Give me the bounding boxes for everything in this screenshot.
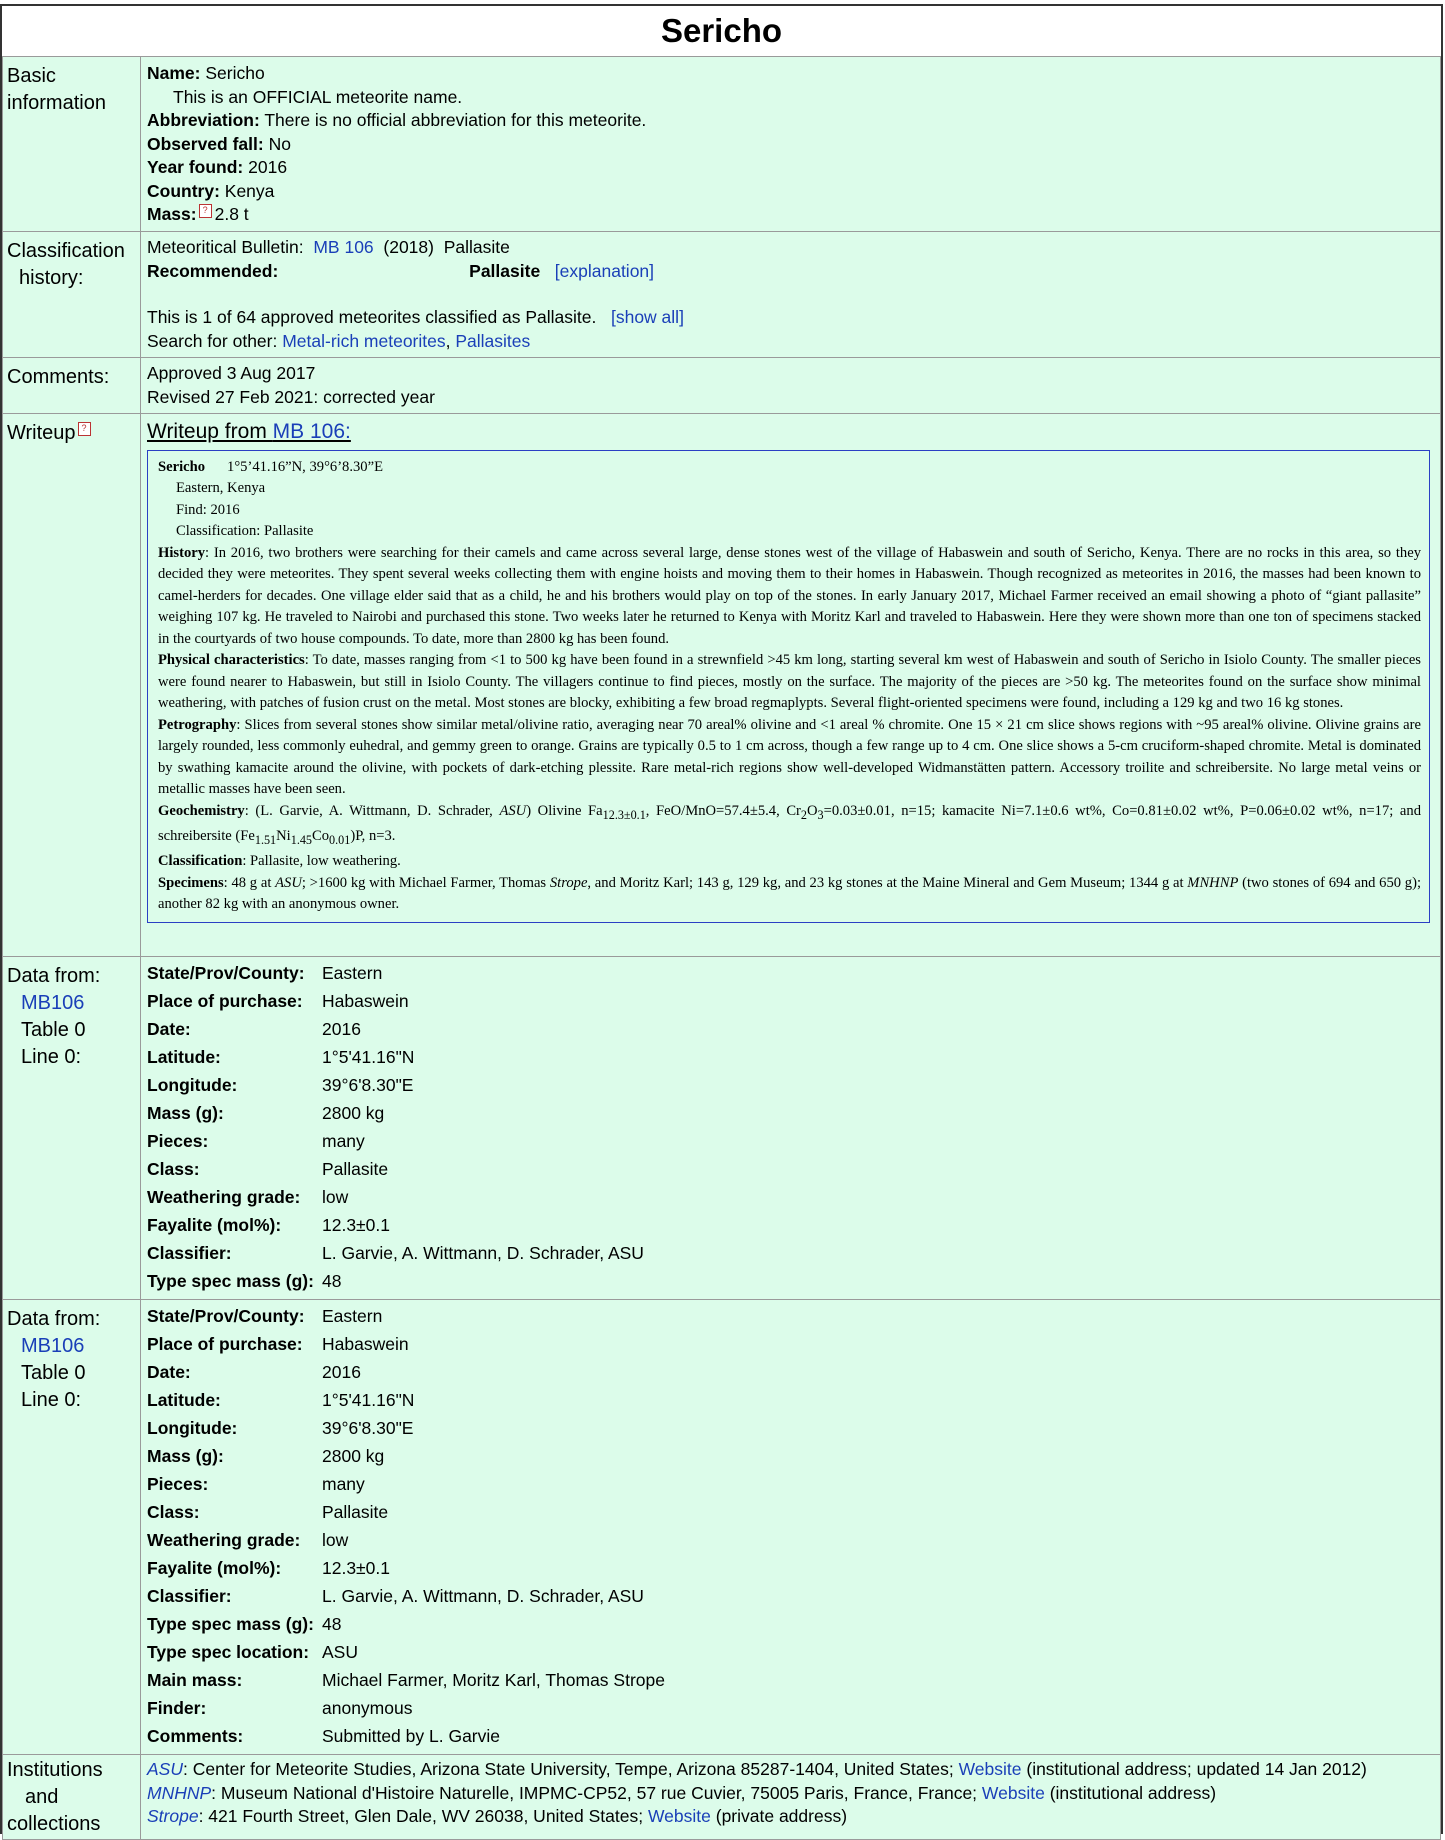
data-row xyxy=(147,1582,665,1610)
writeup-classification xyxy=(158,851,1421,873)
data-2-table xyxy=(147,1302,665,1750)
data-key: Place of purchase: xyxy=(147,1334,303,1354)
data-key: Fayalite (mol%): xyxy=(147,1215,282,1235)
institution-abbr-link[interactable]: Strope xyxy=(147,1806,199,1826)
search-separator: , xyxy=(445,330,451,351)
data-line-label: Line 0: xyxy=(21,1389,82,1411)
classification-label-line1: Classification xyxy=(7,240,125,262)
data-row xyxy=(147,1526,665,1554)
data-value: Michael Farmer, Moritz Karl, Thomas Strope xyxy=(322,1670,665,1690)
data-key: State/Prov/County: xyxy=(147,1306,305,1326)
writeup-specimens xyxy=(158,873,1421,916)
basic-label xyxy=(3,57,141,232)
writeup-name: Sericho xyxy=(158,458,206,475)
writeup-find: Find: 2016 xyxy=(176,501,240,518)
data-key: Type spec mass (g): xyxy=(147,1271,314,1291)
data-row xyxy=(147,1099,644,1127)
data-line-label: Line 0: xyxy=(21,1046,82,1068)
petrography-text: : Slices from several stones show similar metal/olivine ratio, averaging near 70 areal% olivine and <1 areal % chromite. One 15 × 21 cm slice shows regions with ~95 areal% olivine. Olivine grains are largely rounded, less commonly euhedral, and gemmy green to orange. Grains are typically 0.5 to 1 cm across, though a few range up to 4 cm. One slice shows a 5-cm cruciform-shaped chromite. Metal is dominated by swathing kamacite around the olivine, with pockets of dark-etching plessite. Rare metal-rich regions show well-developed Widmanstätten pattern. Accessory troilite and schreibersite. No large metal veins or metallic masses have been seen. xyxy=(158,716,1421,797)
institutions-values xyxy=(141,1755,1441,1840)
data-value: low xyxy=(322,1187,349,1207)
institution-website-link[interactable]: Website xyxy=(958,1759,1022,1779)
data-key: Date: xyxy=(147,1362,191,1382)
data-value: Habaswein xyxy=(322,991,409,1011)
data-value: Eastern xyxy=(322,1306,383,1326)
fall-value: No xyxy=(268,133,291,154)
institution-note: (institutional address) xyxy=(1044,1782,1217,1803)
spec-text-4: (two stones of 694 and 650 g); another 82 kg with an anonymous owner. xyxy=(158,874,1421,913)
data-value: 2016 xyxy=(322,1362,361,1382)
spec-text-2: ; >1600 kg with Michael Farmer, Thomas xyxy=(301,874,550,891)
year-value: 2016 xyxy=(248,157,288,177)
institution-entry xyxy=(147,1758,1434,1782)
data-row xyxy=(147,1666,665,1694)
spec-strope: Strope xyxy=(549,874,588,891)
basic-label-line1: Basic xyxy=(7,65,56,87)
row-writeup xyxy=(3,414,1441,957)
geo-text-1: : (L. Garvie, A. Wittmann, D. Schrader, xyxy=(244,802,500,819)
writeup-mb106-link[interactable]: MB 106: xyxy=(272,420,351,443)
data-mb106-link[interactable]: MB106 xyxy=(21,1335,85,1357)
data-key: State/Prov/County: xyxy=(147,963,305,983)
data-value: anonymous xyxy=(322,1698,413,1718)
data-value: ASU xyxy=(322,1642,358,1662)
history-text: : In 2016, two brothers were searching for their camels and came across several large, dense stones west of the village of Habaswein and south of Sericho, Kenya. There are no rocks in this area, so they decided they were meteorites. They spent several weeks collecting them with engine hoists and moving them to their homes in Habaswein. Though recognized as meteorites in 2016, the masses had been known to camel-herders for decades. One village elder said that as a child, he and his brothers would play on top of the stones. In early January 2017, Michael Farmer received an email showing a photo of “giant pallasite” weighing 107 kg. He traveled to Nairobi and purchased this stone. Two weeks later he returned to Kenya with Moritz Karl and traveled to Habaswein. Here they were shown more than one ton of specimens stacked in the courtyards of two house compounds. To date, more than 2800 kg has been found. xyxy=(158,544,1421,647)
data-row xyxy=(147,1554,665,1582)
data-value: 2016 xyxy=(322,1019,361,1039)
data-table-label: Table 0 xyxy=(21,1362,86,1384)
data-value: Pallasite xyxy=(322,1159,389,1179)
data-row xyxy=(147,1127,644,1155)
institutions-label xyxy=(3,1755,141,1840)
approved-date: Approved 3 Aug 2017 xyxy=(147,363,316,383)
institutions-label-line2: and xyxy=(25,1786,59,1808)
data-row xyxy=(147,1043,644,1071)
classification-sub-label: Classification xyxy=(158,853,243,870)
mass-label: Mass: xyxy=(147,204,197,224)
data-row xyxy=(147,1155,644,1183)
row-comments xyxy=(3,358,1441,414)
spec-text-1: : 48 g at xyxy=(223,874,276,891)
data-value: many xyxy=(322,1474,365,1494)
data-key: Date: xyxy=(147,1019,191,1039)
writeup-geochemistry xyxy=(158,801,1421,852)
data-key: Latitude: xyxy=(147,1390,221,1410)
data-key: Class: xyxy=(147,1159,200,1179)
data-table-label: Table 0 xyxy=(21,1019,86,1041)
writeup-petrography xyxy=(158,715,1421,801)
data-key: Finder: xyxy=(147,1698,207,1718)
data-mb106-link[interactable]: MB106 xyxy=(21,992,85,1014)
classification-label-line2: history: xyxy=(19,267,84,289)
geo-fe-sub: 1.51 xyxy=(254,832,277,847)
writeup-history xyxy=(158,543,1421,651)
data-row xyxy=(147,1302,665,1330)
approved-count-text: This is 1 of 64 approved meteorites classified as Pallasite. xyxy=(147,307,597,327)
row-data-2 xyxy=(3,1300,1441,1755)
data-row xyxy=(147,1015,644,1043)
data-value: L. Garvie, A. Wittmann, D. Schrader, ASU xyxy=(322,1243,644,1263)
history-label: History xyxy=(158,544,206,561)
spec-text-3: , and Moritz Karl; 143 g, 129 kg, and 23 kg stones at the Maine Mineral and Gem Museum; 1344 g at xyxy=(587,874,1188,891)
geo-text-7: Co xyxy=(312,827,330,844)
data-row xyxy=(147,1330,665,1358)
writeup-region: Eastern, Kenya xyxy=(176,480,266,496)
spec-mnhnp: MNHNP xyxy=(1187,874,1239,891)
data-2-label xyxy=(3,1300,141,1755)
data-key: Main mass: xyxy=(147,1670,243,1690)
institutions-label-line3: collections xyxy=(7,1813,101,1835)
data-key: Pieces: xyxy=(147,1474,209,1494)
explanation-link[interactable]: [explanation] xyxy=(554,260,655,281)
spec-asu: ASU xyxy=(275,874,302,891)
geo-o-sub: 3 xyxy=(817,807,824,822)
name-label: Name: xyxy=(147,63,201,83)
data-value: 12.3±0.1 xyxy=(322,1215,390,1235)
country-label: Country: xyxy=(147,180,220,201)
data-row xyxy=(147,1694,665,1722)
meteorite-table xyxy=(2,56,1441,1840)
row-classification xyxy=(3,232,1441,358)
geo-cr-sub: 2 xyxy=(800,807,807,822)
show-all-link[interactable]: [show all] xyxy=(610,307,684,327)
institution-abbr-link[interactable]: MNHNP xyxy=(147,1782,212,1803)
title-bar xyxy=(2,6,1441,58)
row-data-1 xyxy=(3,957,1441,1300)
writeup-classline: Classification: Pallasite xyxy=(176,523,314,539)
data-value: 1°5'41.16"N xyxy=(322,1047,415,1067)
institution-note: (private address) xyxy=(710,1806,848,1826)
data-key: Mass (g): xyxy=(147,1446,224,1466)
comments-values xyxy=(141,358,1441,414)
data-key: Place of purchase: xyxy=(147,991,303,1011)
data-key: Type spec mass (g): xyxy=(147,1614,314,1634)
geo-ni-sub: 1.45 xyxy=(290,832,313,847)
data-value: Eastern xyxy=(322,963,383,983)
mb106-link[interactable]: MB 106 xyxy=(313,237,374,257)
data-row xyxy=(147,1183,644,1211)
writeup-physical xyxy=(158,650,1421,715)
data-key: Longitude: xyxy=(147,1418,238,1438)
data-row xyxy=(147,1386,665,1414)
mass-value: 2.8 t xyxy=(214,204,249,224)
data-2-values xyxy=(141,1300,1441,1755)
geo-text-4: O xyxy=(807,802,818,819)
data-value: 39°6'8.30"E xyxy=(322,1075,414,1095)
row-basic-information xyxy=(3,57,1441,232)
data-value: 48 xyxy=(322,1614,342,1634)
institution-abbr-link[interactable]: ASU xyxy=(147,1759,183,1779)
data-row xyxy=(147,1638,665,1666)
data-row xyxy=(147,1239,644,1267)
page-title: Sericho xyxy=(660,12,783,49)
institution-note: (institutional address; updated 14 Jan 2012) xyxy=(1021,1759,1367,1779)
data-key: Classifier: xyxy=(147,1243,232,1263)
data-row xyxy=(147,1071,644,1099)
geo-text-2: ) Olivine Fa xyxy=(526,802,603,819)
data-value: 12.3±0.1 xyxy=(322,1558,390,1578)
data-1-label xyxy=(3,957,141,1300)
data-value: low xyxy=(322,1530,349,1550)
basic-label-line2: information xyxy=(7,92,106,114)
data-row xyxy=(147,1358,665,1386)
data-key: Comments: xyxy=(147,1726,244,1746)
institution-address: : 421 Fourth Street, Glen Dale, WV 26038, United States; xyxy=(198,1806,648,1826)
institution-website-link[interactable]: Website xyxy=(647,1806,711,1826)
data-row xyxy=(147,1442,665,1470)
data-value: many xyxy=(322,1131,365,1151)
writeup-coords: 1°5’41.16”N, 39°6’8.30”E xyxy=(227,458,383,475)
mb-class: Pallasite xyxy=(443,237,510,257)
institutions-label-line1: Institutions xyxy=(7,1759,103,1781)
specimens-label: Specimens xyxy=(158,874,224,891)
classification-sub-text: : Pallasite, low weathering. xyxy=(242,853,401,870)
mb-year: (2018) xyxy=(383,237,434,257)
institution-address: : Museum National d'Histoire Naturelle, IMPMC-CP52, 57 rue Cuvier, 75005 Paris, France, France; xyxy=(211,1782,982,1803)
petrography-label: Petrography xyxy=(158,716,237,733)
official-note: This is an OFFICIAL meteorite name. xyxy=(173,86,463,107)
writeup-label: Writeup xyxy=(7,422,76,444)
data-row xyxy=(147,959,644,987)
data-key: Longitude: xyxy=(147,1075,238,1095)
data-value: 2800 kg xyxy=(322,1446,385,1466)
classification-values xyxy=(141,232,1441,358)
data-row xyxy=(147,1610,665,1638)
pallasites-link[interactable]: Pallasites xyxy=(455,330,531,351)
country-value: Kenya xyxy=(224,180,275,201)
writeup-values xyxy=(141,414,1441,957)
name-value: Sericho xyxy=(205,63,265,83)
geochemistry-label: Geochemistry xyxy=(158,802,245,819)
data-row xyxy=(147,987,644,1015)
classification-label xyxy=(3,232,141,358)
institution-address: : Center for Meteorite Studies, Arizona State University, Tempe, Arizona 85287-1404, United States; xyxy=(182,1759,959,1779)
writeup-box xyxy=(147,450,1430,923)
data-row xyxy=(147,1414,665,1442)
geo-co-sub: 0.01 xyxy=(329,832,351,847)
data-from-label: Data from: xyxy=(7,1308,101,1330)
data-value: L. Garvie, A. Wittmann, D. Schrader, ASU xyxy=(322,1586,644,1606)
data-row xyxy=(147,1470,665,1498)
data-key: Latitude: xyxy=(147,1047,221,1067)
search-other-label: Search for other: xyxy=(147,330,278,351)
abbrev-label: Abbreviation: xyxy=(147,110,260,130)
data-row xyxy=(147,1267,644,1295)
metal-rich-link[interactable]: Metal-rich meteorites xyxy=(282,330,446,351)
data-key: Classifier: xyxy=(147,1586,232,1606)
basic-values xyxy=(141,57,1441,232)
physical-label: Physical characteristics xyxy=(158,652,305,668)
data-value: Pallasite xyxy=(322,1502,389,1522)
physical-text: : To date, masses ranging from <1 to 500 kg have been found in a strewnfield >45 km long, starting several km west of Habaswein and south of Sericho in Isiolo County. The smaller pieces were found nearer to Habaswein, but still in Isiolo County. The villagers continue to find pieces, mostly on the surface. The majority of the pieces are >50 kg. The meteorites found on the surface show minimal weathering, with patches of fusion crust on the metal. Most stones are blocky, exhibiting a few broad regmaplypts. Several flight-oriented specimens were found, including a 129 kg and two 16 kg stones. xyxy=(158,652,1421,711)
data-key: Weathering grade: xyxy=(147,1530,301,1550)
data-value: 48 xyxy=(322,1271,342,1291)
help-icon[interactable]: ? xyxy=(78,422,91,436)
data-key: Mass (g): xyxy=(147,1103,224,1123)
data-key: Class: xyxy=(147,1502,200,1522)
row-institutions xyxy=(3,1755,1441,1840)
mb-label: Meteoritical Bulletin: xyxy=(147,237,304,257)
data-value: 39°6'8.30"E xyxy=(322,1418,414,1438)
geo-text-8: )P, n=3. xyxy=(350,827,396,844)
recommended-label: Recommended: xyxy=(147,260,279,281)
data-value: 2800 kg xyxy=(322,1103,385,1123)
geo-text-5: =0.03±0.01, n=15; kamacite Ni=7.1±0.6 wt%, Co=0.81±0.02 wt%, P=0.06±0.02 wt%, n=17; and schreibersite (Fe xyxy=(158,802,1422,844)
writeup-heading-text: Writeup from xyxy=(147,420,273,443)
data-1-values xyxy=(141,957,1441,1300)
abbrev-value: There is no official abbreviation for this meteorite. xyxy=(264,110,647,130)
comments-label: Comments: xyxy=(3,358,141,414)
data-key: Pieces: xyxy=(147,1131,209,1151)
institution-entry xyxy=(147,1782,1434,1806)
data-row xyxy=(147,1211,644,1239)
geo-text-3: , FeO/MnO=57.4±5.4, Cr xyxy=(645,802,801,819)
institution-entry xyxy=(147,1805,1434,1829)
data-1-table xyxy=(147,959,644,1295)
writeup-heading xyxy=(147,420,1434,444)
data-value: Submitted by L. Garvie xyxy=(322,1726,500,1746)
revised-date: Revised 27 Feb 2021: corrected year xyxy=(147,386,435,407)
data-key: Type spec location: xyxy=(147,1642,310,1662)
geo-text-6: Ni xyxy=(276,827,291,844)
geo-fa-sub: 12.3±0.1 xyxy=(602,807,646,822)
help-icon[interactable]: ? xyxy=(199,204,212,218)
data-key: Fayalite (mol%): xyxy=(147,1558,282,1578)
data-key: Weathering grade: xyxy=(147,1187,301,1207)
data-row xyxy=(147,1722,665,1750)
year-label: Year found: xyxy=(147,157,244,177)
recommended-class: Pallasite xyxy=(469,260,541,281)
geo-asu: ASU xyxy=(499,802,527,819)
writeup-label-cell xyxy=(3,414,141,957)
data-value: 1°5'41.16"N xyxy=(322,1390,415,1410)
data-row xyxy=(147,1498,665,1526)
data-value: Habaswein xyxy=(322,1334,409,1354)
institution-website-link[interactable]: Website xyxy=(981,1782,1045,1803)
data-from-label: Data from: xyxy=(7,965,101,987)
fall-label: Observed fall: xyxy=(147,133,264,154)
